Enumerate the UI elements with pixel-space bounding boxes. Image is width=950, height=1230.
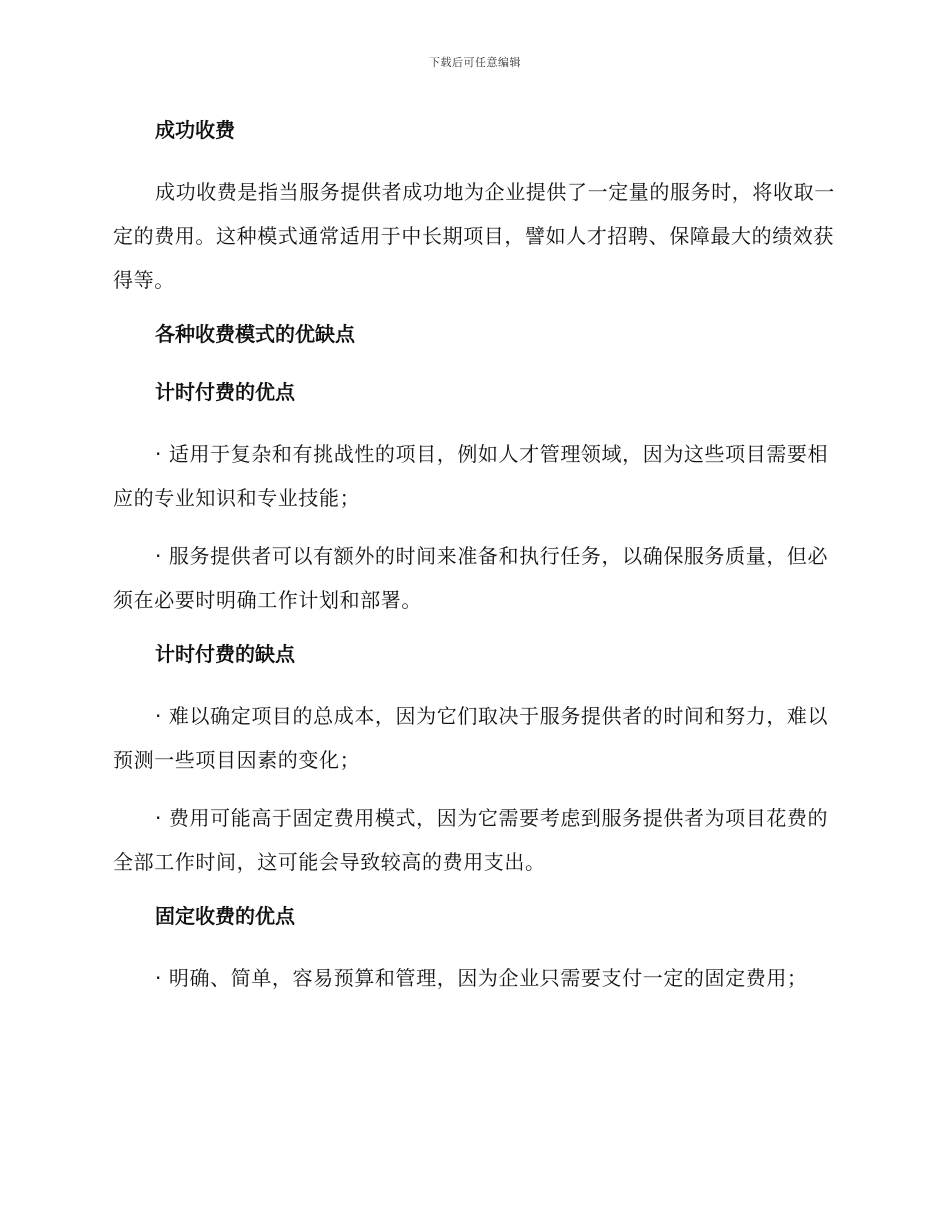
heading-fixed-pros: 固定收费的优点 xyxy=(155,904,295,928)
heading-success-fee: 成功收费 xyxy=(155,118,235,142)
list-item: · 服务提供者可以有额外的时间来准备和执行任务，以确保服务质量，但必须在必要时明确工作计划和部署。 xyxy=(113,544,829,612)
heading-hourly-pros: 计时付费的优点 xyxy=(155,380,295,404)
heading-pros-cons: 各种收费模式的优缺点 xyxy=(155,322,355,346)
list-item: · 费用可能高于固定费用模式，因为它需要考虑到服务提供者为项目花费的全部工作时间，这可能会导致较高的费用支出。 xyxy=(113,806,829,874)
header-note: 下载后可任意编辑 xyxy=(429,56,521,69)
heading-hourly-cons: 计时付费的缺点 xyxy=(155,642,295,666)
paragraph-success-fee: 成功收费是指当服务提供者成功地为企业提供了一定量的服务时，将收取一定的费用。这种模式通常适用于中长期项目，譬如人才招聘、保障最大的绩效获得等。 xyxy=(113,180,835,292)
list-item: · 明确、简单，容易预算和管理，因为企业只需要支付一定的固定费用； xyxy=(155,966,808,990)
document-body xyxy=(113,112,835,1014)
list-item: · 适用于复杂和有挑战性的项目，例如人才管理领域，因为这些项目需要相应的专业知识和专业技能； xyxy=(113,442,829,510)
list-item: · 难以确定项目的总成本，因为它们取决于服务提供者的时间和努力，难以预测一些项目因素的变化； xyxy=(113,704,829,772)
